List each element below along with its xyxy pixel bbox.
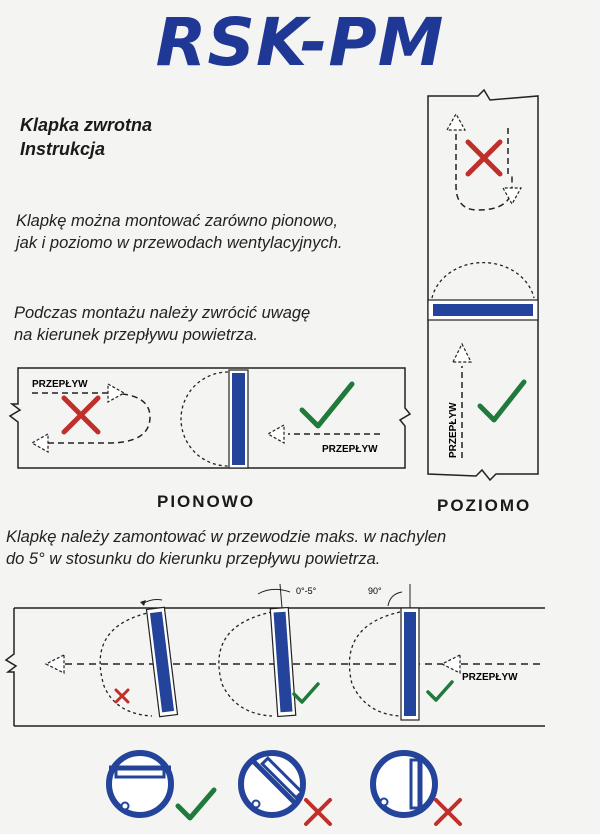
heading-line-1: Klapka zwrotna [20, 115, 153, 135]
paragraph-flow-direction [14, 302, 310, 346]
wrong-cross-icon [306, 800, 330, 824]
heading-line-2: Instrukcja [20, 139, 106, 159]
wrong-cross-icon [468, 142, 500, 174]
check-icon [480, 382, 524, 420]
angle-label: 0°-5° [296, 586, 317, 596]
flow-loop-arrow [32, 393, 150, 443]
heading [20, 113, 152, 161]
wrong-cross-icon [436, 800, 460, 824]
angle-label: 90° [368, 586, 382, 596]
flow-label: PRZEPŁYW [448, 402, 459, 458]
paragraph-line: do 5° w stosunku do kierunku przepływu powietrza. [6, 550, 381, 568]
paragraph-line: Klapkę należy zamontować w przewodzie maks. w nachylen [6, 528, 447, 546]
pionowo-figure [0, 360, 420, 478]
paragraph-line: na kierunek przepływu powietrza. [14, 326, 258, 344]
pictogram-wrong-diagonal [241, 753, 330, 824]
orientation-pictograms [0, 740, 600, 834]
poziomo-caption: POZIOMO [437, 496, 532, 515]
inclination-figure [0, 580, 600, 728]
check-icon [302, 384, 352, 426]
flow-label: PRZEPŁYW [322, 444, 378, 455]
pictogram-wrong-vertical [373, 753, 460, 824]
flow-label: PRZEPŁYW [462, 672, 518, 683]
damper-blade [232, 373, 245, 465]
pionowo-caption: PIONOWO [157, 492, 256, 511]
wrong-cross-icon [116, 690, 128, 702]
check-icon [178, 790, 214, 818]
damper-tilted [146, 607, 177, 716]
paragraph-line: jak i poziomo w przewodach wentylacyjnych. [16, 234, 343, 252]
damper-slightly-tilted [270, 608, 295, 717]
paragraph-mounting [16, 210, 342, 254]
paragraph-line: Podczas montażu należy zwrócić uwagę [14, 304, 311, 322]
wrong-cross-icon [64, 398, 98, 432]
flow-label: PRZEPŁYW [32, 379, 88, 390]
check-icon [428, 682, 452, 700]
check-icon [294, 684, 318, 702]
damper-vertical [401, 608, 419, 720]
paragraph-line: Klapkę można montować zarówno pionowo, [16, 212, 338, 230]
poziomo-figure [420, 86, 550, 490]
paragraph-inclination [6, 526, 446, 570]
damper-blade [433, 304, 533, 316]
document-title: RSK-PM [155, 4, 445, 81]
pictogram-correct [109, 753, 214, 818]
